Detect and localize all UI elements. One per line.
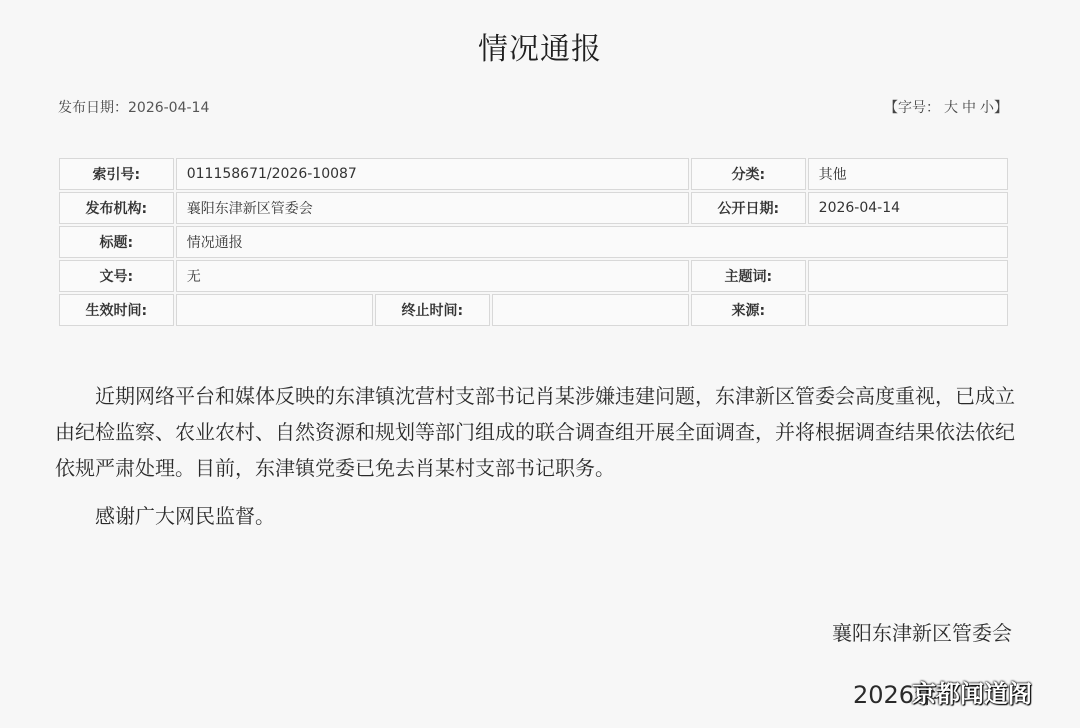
category-label: 分类:: [691, 158, 806, 190]
watermark-logo-text: 京都闻道阁: [912, 680, 1032, 708]
table-row: [59, 260, 1008, 292]
table-row: [59, 294, 1008, 326]
index-no-value: 011158671/2026-10087: [176, 158, 689, 190]
publish-date: [58, 97, 209, 117]
page-title: 情况通报: [478, 32, 602, 67]
font-size-medium-link[interactable]: 中: [962, 100, 976, 116]
signature-date: 2026年: [853, 681, 939, 709]
notice-body: [55, 378, 1015, 534]
table-row: [59, 226, 1008, 258]
agency-label: 发布机构:: [59, 192, 174, 224]
subject-label: 标题:: [59, 226, 174, 258]
category-value: 其他: [808, 158, 1008, 190]
font-size-control: [884, 97, 1008, 117]
effective-value: [176, 294, 373, 326]
doc-no-value: 无: [176, 260, 689, 292]
publish-date-value: 2026-04-14: [128, 100, 210, 116]
effective-label: 生效时间:: [59, 294, 174, 326]
publish-date-label: 发布日期：: [58, 100, 128, 116]
expiry-value: [492, 294, 689, 326]
table-row: [59, 192, 1008, 224]
subject-value: 情况通报: [176, 226, 1008, 258]
body-paragraph: 近期网络平台和媒体反映的东津镇沈营村支部书记肖某涉嫌违建问题，东津新区管委会高度重视，已成立由纪检监察、农业农村、自然资源和规划等部门组成的联合调查组开展全面调查，并将根据调查结果依法依纪依规严肃处理。目前，东津镇党委已免去肖某村支部书记职务。: [55, 384, 1015, 480]
agency-value: 襄阳东津新区管委会: [176, 192, 689, 224]
signature-org: 襄阳东津新区管委会: [832, 621, 1012, 645]
table-row: [59, 158, 1008, 190]
open-date-value: 2026-04-14: [808, 192, 1008, 224]
font-size-large-link[interactable]: 大: [944, 100, 958, 116]
expiry-label: 终止时间:: [375, 294, 490, 326]
info-table: [57, 156, 1010, 328]
font-size-suffix: 】: [994, 100, 1008, 116]
keywords-label: 主题词:: [691, 260, 806, 292]
font-size-prefix: 【字号：: [884, 100, 940, 116]
meta-row: [58, 97, 1008, 117]
source-label: 来源:: [691, 294, 806, 326]
keywords-value: [808, 260, 1008, 292]
font-size-small-link[interactable]: 小: [980, 100, 994, 116]
doc-no-label: 文号:: [59, 260, 174, 292]
body-paragraph-thanks: 感谢广大网民监督。: [95, 504, 275, 528]
source-value: [808, 294, 1008, 326]
open-date-label: 公开日期:: [691, 192, 806, 224]
index-no-label: 索引号:: [59, 158, 174, 190]
